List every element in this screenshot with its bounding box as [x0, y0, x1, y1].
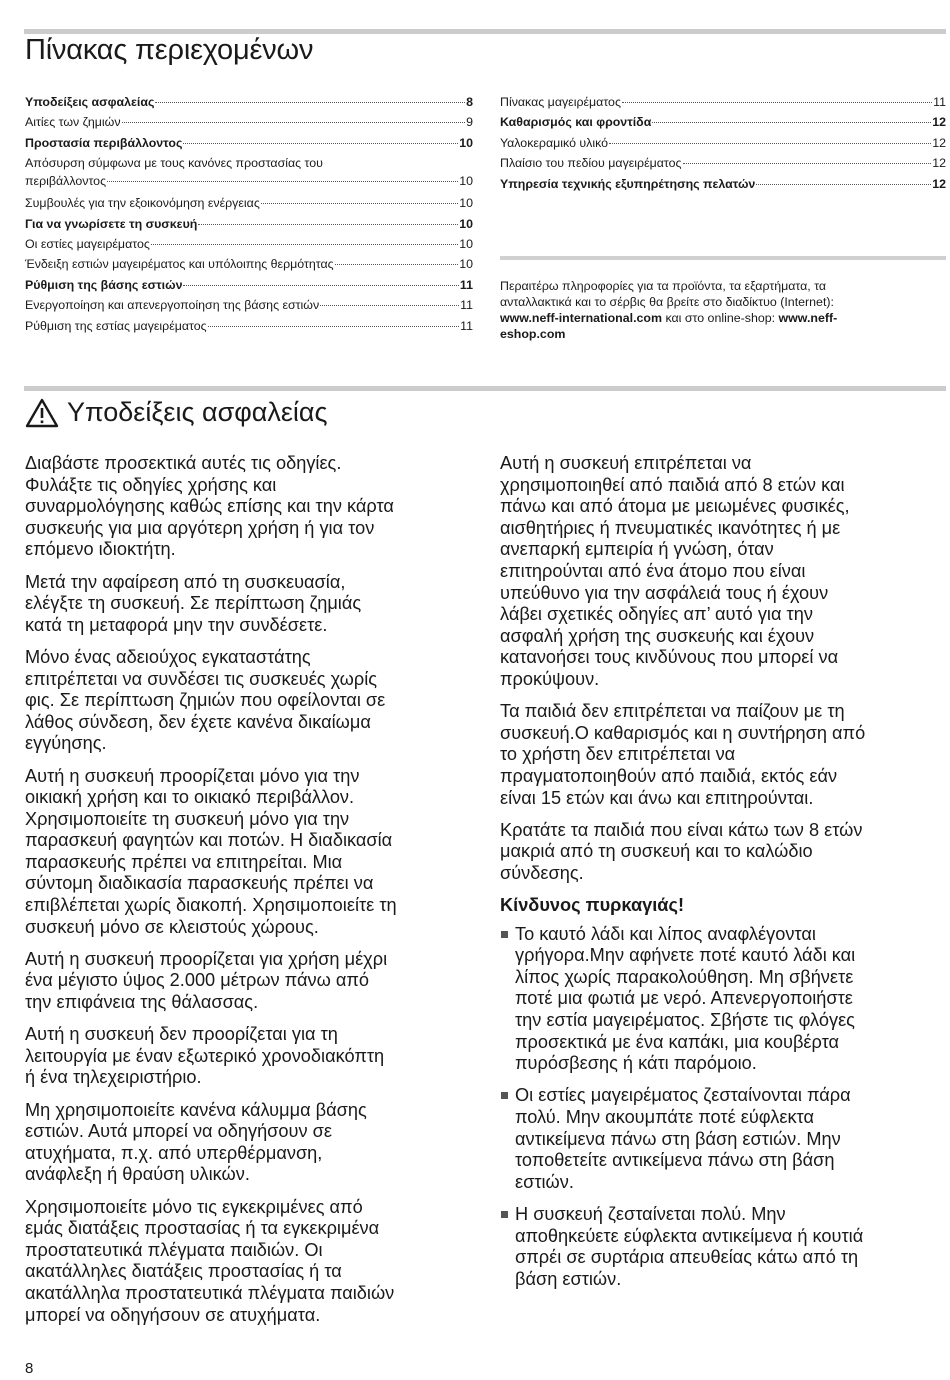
text-line: Διαβάστε προσεκτικά αυτές τις οδηγίες. [25, 453, 342, 473]
paragraph [25, 572, 475, 637]
text-line: ατυχήματα, π.χ. από υπερθέρμανση, [25, 1142, 323, 1163]
safety-title-text: Υποδείξεις ασφαλείας [67, 397, 328, 427]
info-separator [500, 256, 946, 260]
safety-left-column [25, 453, 475, 1337]
toc-entry[interactable] [25, 113, 473, 133]
toc-leader-dots [198, 224, 458, 225]
info-line-2: ανταλλακτικά και το σέρβις θα βρείτε στο διαδίκτυο (Internet): [500, 295, 834, 309]
toc-entry[interactable] [25, 235, 473, 255]
toc-leader-dots [683, 163, 932, 164]
text-line: ποτέ μια φωτιά με νερό. Απενεργοποιήστε [515, 988, 853, 1009]
text-line: ασφαλή χρήση της συσκευής και έχουν [500, 625, 815, 646]
text-line: βάση εστιών. [515, 1268, 622, 1289]
text-line: επόμενο ιδιοκτήτη. [25, 539, 176, 560]
paragraph [25, 647, 475, 755]
toc-title: Πίνακας περιεχομένων [25, 34, 314, 66]
toc-page-number: 12 [932, 115, 946, 130]
text-line: αποθηκεύετε εύφλεκτα αντικείμενα ή κουτιά [515, 1225, 864, 1246]
toc-line [25, 317, 473, 335]
text-line: ελέγξτε τη συσκευή. Σε περίπτωση ζημιάς [25, 593, 362, 614]
toc-right-column [500, 93, 946, 195]
text-line: παρασκευή φαγητών και ποτών. Η διαδικασία [25, 830, 393, 851]
toc-entry[interactable] [500, 113, 946, 133]
text-line: υπεύθυνο για την ασφάλειά τους ή έχουν [500, 582, 829, 603]
paragraph [25, 453, 475, 561]
info-line-4 [500, 326, 946, 342]
text-line: εστιών. Αυτά μπορεί να οδηγήσουν σε [25, 1121, 332, 1142]
toc-entry[interactable] [25, 134, 473, 154]
text-line: ακατάλληλες διατάξεις προστασίας ή τα [25, 1261, 342, 1282]
toc-line [500, 154, 946, 172]
eshop-link-part1[interactable]: www.neff- [778, 311, 838, 325]
text-line: σύνδεσης. [500, 862, 584, 883]
toc-page-number: 11 [459, 277, 473, 292]
toc-page-number: 10 [459, 196, 473, 211]
bullet-square-icon [501, 1092, 508, 1099]
toc-page-number: 12 [932, 176, 946, 191]
text-line: χρησιμοποιηθεί από παιδιά από 8 ετών και [500, 474, 845, 495]
toc-leader-dots [107, 181, 458, 182]
text-line: Τα παιδιά δεν επιτρέπεται να παίζουν με τη [500, 701, 845, 722]
toc-entry-text: Απόσυρση σύμφωνα με τους κανόνες προστασίας του [25, 156, 323, 171]
toc-line [500, 134, 946, 152]
text-line: λάβει σχετικές οδηγίες απ’ αυτό για την [500, 604, 813, 625]
toc-page-number: 12 [932, 156, 946, 171]
text-line: εμάς διατάξεις προστασίας ή τα εγκεκριμένα [25, 1218, 380, 1239]
text-line: συσκευή μόνο σε κλειστούς χώρους. [25, 916, 319, 937]
toc-leader-dots [335, 264, 459, 265]
toc-leader-dots [122, 122, 466, 123]
toc-line [25, 276, 473, 294]
text-line: οικιακή χρήση και το οικιακό περιβάλλον. [25, 787, 355, 808]
toc-page-number: 11 [460, 318, 473, 333]
toc-entry[interactable] [25, 215, 473, 235]
text-line: πάνω και από άτομα με μειωμένες φυσικές, [500, 496, 850, 517]
website-link[interactable]: www.neff-international.com [500, 311, 663, 325]
text-line: Μη χρησιμοποιείτε κανένα κάλυμμα βάσης [25, 1099, 367, 1120]
paragraph [500, 701, 946, 809]
text-line: κατανοήσει τους κινδύνους που μπορεί να [500, 647, 839, 668]
toc-line [25, 172, 473, 190]
text-line: προστατευτικά πλέγματα παιδιών. Οι [25, 1239, 323, 1260]
toc-entry[interactable] [25, 276, 473, 296]
eshop-link-part2[interactable]: eshop.com [500, 327, 566, 341]
info-line-1: Περαιτέρω πληροφορίες για τα προϊόντα, τα εξαρτήματα, τα [500, 279, 827, 293]
toc-page-number: 10 [459, 257, 473, 272]
text-line: λειτουργία με έναν εξωτερικό χρονοδιακόπτη [25, 1045, 385, 1066]
toc-line [500, 175, 946, 193]
toc-page-number: 10 [459, 135, 473, 150]
info-middle-text: και στο online-shop: [662, 311, 779, 325]
toc-entry-text: Υποδείξεις ασφαλείας [25, 95, 155, 109]
text-line: σπρέι σε συρτάρια απευθείας κάτω από τη [515, 1247, 859, 1268]
text-line: το χρήστη δεν επιτρέπεται να [500, 744, 736, 765]
toc-entry[interactable] [25, 255, 473, 275]
safety-title [25, 397, 328, 428]
section-rule [24, 386, 946, 391]
text-line: Φυλάξτε τις οδηγίες χρήσης και [25, 474, 277, 495]
fire-warning-heading: Κίνδυνος πυρκαγιάς! [500, 895, 684, 916]
toc-leader-dots [208, 326, 459, 327]
paragraph [25, 1197, 475, 1327]
text-line: επιτηρούνται από ένα άτομο που είναι [500, 560, 806, 581]
text-line: ανάφλεξη ή θραύση υλικών. [25, 1164, 250, 1185]
text-line: μακριά από τη συσκευή και το καλώδιο [500, 841, 813, 862]
toc-entry-text: Αιτίες των ζημιών [25, 115, 121, 130]
toc-leader-dots [151, 244, 458, 245]
text-line: φις. Σε περίπτωση ζημιών που οφείλονται σε [25, 690, 386, 711]
toc-page-number: 8 [466, 95, 473, 109]
text-line: τοποθετείτε αντικείμενα πάνω στη βάση [515, 1150, 835, 1171]
text-line: λάθος σύνδεση, δεν έχετε κανένα δικαίωμα [25, 711, 371, 732]
toc-page-number: 9 [466, 115, 473, 130]
text-line: επιτρέπεται να συνδέσει τις συσκευές χωρίς [25, 668, 378, 689]
bullet-item [500, 1085, 946, 1193]
page-number: 8 [25, 1360, 34, 1377]
toc-entry[interactable] [25, 154, 473, 194]
toc-leader-dots [622, 102, 932, 103]
info-line-3 [500, 310, 946, 326]
bullet-item [500, 1204, 946, 1290]
bullet-square-icon [501, 1211, 508, 1218]
text-line: Αυτή η συσκευή δεν προορίζεται για τη [25, 1024, 338, 1045]
text-line: πυρόσβεσης ή κάτι παρόμοιο. [515, 1053, 757, 1074]
toc-line [500, 93, 946, 111]
toc-entry-text: Οι εστίες μαγειρέματος [25, 236, 150, 251]
text-line: εστιών. [515, 1171, 574, 1192]
toc-leader-dots [183, 143, 458, 144]
toc-page-number: 10 [459, 174, 473, 189]
text-line: αισθητήριες ή πνευματικές ικανότητες ή με [500, 517, 841, 538]
toc-entry[interactable] [25, 317, 473, 337]
toc-page-number: 11 [460, 298, 473, 313]
toc-leader-dots [183, 285, 458, 286]
paragraph [25, 1100, 475, 1186]
toc-entry-text: Ρύθμιση της βάσης εστιών [25, 277, 183, 292]
text-line: γρήγορα.Μην αφήνετε ποτέ καυτό λάδι και [515, 945, 856, 966]
bullet-item [500, 924, 946, 1075]
paragraph [25, 949, 475, 1014]
warning-triangle-icon [25, 398, 59, 428]
toc-entry[interactable] [500, 154, 946, 174]
toc-line [25, 113, 473, 131]
safety-right-column [500, 453, 946, 1301]
toc-leader-dots [320, 305, 459, 306]
text-line: συσκευή.Ο καθαρισμός και η συντήρηση από [500, 722, 866, 743]
text-line: Η συσκευή ζεσταίνεται πολύ. Μην [515, 1203, 786, 1224]
toc-entry-text: Συμβουλές για την εξοικονόμηση ενέργειας [25, 196, 260, 211]
toc-entry-text: Καθαρισμός και φροντίδα [500, 115, 652, 130]
toc-line [25, 93, 473, 111]
text-line: συσκευής για μια αργότερη χρήση ή για τον [25, 517, 375, 538]
toc-entry-text: Υαλοκεραμικό υλικό [500, 135, 609, 150]
toc-line [25, 235, 473, 253]
toc-entry-text: Ένδειξη εστιών μαγειρέματος και υπόλοιπης θερμότητας [25, 257, 334, 272]
toc-leader-dots [155, 102, 465, 103]
text-line: Μετά την αφαίρεση από τη συσκευασία, [25, 571, 346, 592]
info-block [500, 278, 946, 342]
toc-leader-dots [756, 184, 931, 185]
toc-page-number: 10 [459, 216, 473, 231]
toc-line [25, 134, 473, 152]
text-line: Μόνο ένας αδειούχος εγκαταστάτης [25, 646, 311, 667]
text-line: ακατάλληλα προστατευτικά πλέγματα παιδιών [25, 1282, 395, 1303]
text-line: παρασκευής πρέπει να επιτηρείται. Μια [25, 851, 343, 872]
text-line: πολύ. Μην ακουμπάτε ποτέ εύφλεκτα [515, 1107, 814, 1127]
toc-page-number: 11 [933, 95, 946, 109]
toc-entry[interactable] [25, 93, 473, 113]
text-line: Το καυτό λάδι και λίπος αναφλέγονται [515, 923, 816, 944]
text-line: προκύψουν. [500, 668, 600, 689]
text-line: είναι 15 ετών και άνω και επιτηρούνται. [500, 787, 814, 808]
text-line: Οι εστίες μαγειρέματος ζεσταίνονται πάρα [515, 1085, 851, 1106]
toc-line [25, 215, 473, 233]
text-line: συναρμολόγησης καθώς επίσης και την κάρτα [25, 496, 394, 517]
text-line: πραγματοποιηθούν από παιδιά, εκτός εάν [500, 765, 838, 786]
toc-entry-text: περιβάλλοντος [25, 174, 107, 189]
toc-left-column [25, 93, 473, 337]
text-line: Αυτή η συσκευή προορίζεται για χρήση μέχρι [25, 948, 388, 969]
text-line: ένα μέγιστο ύψος 2.000 μέτρων πάνω από [25, 970, 370, 991]
toc-line [500, 113, 946, 131]
toc-page-number: 12 [932, 135, 946, 150]
text-line: προσεκτικά με ένα καπάκι, μια κουβέρτα [515, 1031, 840, 1052]
toc-entry[interactable] [500, 175, 946, 195]
toc-line [25, 296, 473, 314]
toc-line [25, 194, 473, 212]
toc-entry[interactable] [25, 194, 473, 214]
text-line: αντικείμενα πάνω στη βάση εστιών. Μην [515, 1128, 841, 1149]
paragraph [500, 820, 946, 885]
text-line: ανεπαρκή εμπειρία ή γνώση, όταν [500, 539, 774, 560]
text-line: την εστία μαγειρέματος. Σβήστε τις φλόγες [515, 1010, 855, 1031]
bullet-square-icon [501, 931, 508, 938]
text-line: εγγύησης. [25, 733, 107, 754]
text-line: λίπος χωρίς παρακολούθηση. Μη σβήνετε [515, 966, 854, 987]
paragraph [25, 1024, 475, 1089]
text-line: κατά τη μεταφορά μην την συνδέσετε. [25, 614, 328, 635]
toc-leader-dots [609, 143, 931, 144]
toc-entry-text: Για να γνωρίσετε τη συσκευή [25, 216, 198, 231]
text-line: Αυτή η συσκευή επιτρέπεται να [500, 453, 752, 473]
paragraph [500, 453, 946, 691]
toc-entry-text: Πλαίσιο του πεδίου μαγειρέματος [500, 156, 682, 171]
toc-page-number: 10 [459, 236, 473, 251]
toc-line [25, 255, 473, 273]
toc-leader-dots [652, 122, 931, 123]
toc-entry[interactable] [25, 296, 473, 316]
text-line: σύντομη διαδικασία παρασκευής πρέπει να [25, 873, 374, 894]
toc-entry-text: Πίνακας μαγειρέματος [500, 95, 621, 109]
text-line: Χρησιμοποιείτε τη συσκευή μόνο για την [25, 808, 350, 829]
toc-entry[interactable] [500, 134, 946, 154]
text-line: ή ένα τηλεχειριστήριο. [25, 1067, 202, 1088]
text-line: επιβλέπεται χωρίς διακοπή. Χρησιμοποιείτε τη [25, 895, 397, 916]
toc-entry-text: Υπηρεσία τεχνικής εξυπηρέτησης πελατών [500, 176, 756, 191]
toc-entry-text: Ρύθμιση της εστίας μαγειρέματος [25, 318, 207, 333]
toc-leader-dots [261, 203, 458, 204]
text-line: Χρησιμοποιείτε μόνο τις εγκεκριμένες από [25, 1196, 363, 1217]
text-line: μπορεί να οδηγήσουν σε ατυχήματα. [25, 1304, 321, 1325]
text-line: Αυτή η συσκευή προορίζεται μόνο για την [25, 765, 360, 786]
toc-entry[interactable] [500, 93, 946, 113]
toc-entry-text: Προστασία περιβάλλοντος [25, 135, 183, 150]
paragraph [25, 766, 475, 939]
text-line: την επιφάνεια της θάλασσας. [25, 992, 259, 1013]
text-line: Κρατάτε τα παιδιά που είναι κάτω των 8 ετών [500, 819, 863, 840]
toc-entry-text: Ενεργοποίηση και απενεργοποίηση της βάσης εστιών [25, 298, 320, 313]
